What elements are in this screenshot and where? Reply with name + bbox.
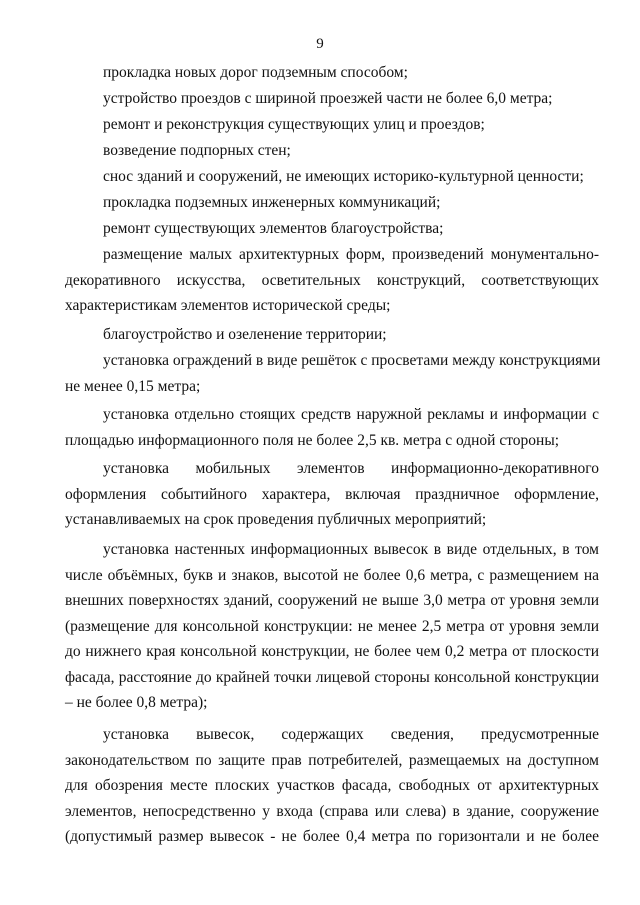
paragraph-line: фасада, расстояние до крайней точки лицевой стороны консольной конструкции [65,668,599,686]
list-item: благоустройство и озеленение территории; [103,326,387,343]
paragraph-line: установка мобильных элементов информационно-декоративного [103,460,599,477]
paragraph-ograzhd [65,348,599,399]
paragraph-vyvesok [65,722,599,850]
paragraph-line: законодательством по защите прав потребителей, размещаемых на доступном [65,751,599,769]
paragraph-line: не менее 0,15 метра; [65,377,201,395]
paragraph-line: внешних поверхностях зданий, сооружений не выше 3,0 метра от уровня земли [65,592,599,609]
paragraph-line: до нижнего края консольной конструкции, не более чем 0,2 метра от плоскости [65,643,599,660]
paragraph-line: (размещение для консольной конструкции: не менее 2,5 метра от уровня земли [65,617,599,635]
paragraph-nasten [65,537,599,716]
paragraph-maf [65,242,599,319]
list-item: прокладка подземных инженерных коммуникаций; [103,194,441,211]
paragraph-line: для обозрения месте плоских участков фасада, свободных от архитектурных [65,777,599,794]
list-item: ремонт существующих элементов благоустройства; [103,220,444,237]
paragraph-line: элементов, непосредственно у входа (справа или слева) в здание, сооружение [65,802,599,820]
paragraph-mobil [65,456,599,533]
list-item: ремонт и реконструкция существующих улиц и проездов; [103,116,485,133]
paragraph-line: – не более 0,8 метра); [65,694,208,711]
paragraph-line: установка вывесок, содержащих сведения, предусмотренные [103,726,599,743]
page-number: 9 [316,36,324,52]
paragraph-line: площадью информационного поля не более 2,5 кв. метра с одной стороны; [65,431,560,449]
paragraph-line: характеристикам элементов исторической среды; [65,297,391,314]
list-item: снос зданий и сооружений, не имеющих историко-культурной ценности; [103,168,584,185]
list-item: прокладка новых дорог подземным способом; [103,64,408,81]
list-item: устройство проездов с шириной проезжей части не более 6,0 метра; [103,90,553,107]
paragraph-line: (допустимый размер вывесок - не более 0,4 метра по горизонтали и не более [65,828,599,845]
paragraph-line: установка отдельно стоящих средств наружной рекламы и информации с [103,406,599,423]
list-item: возведение подпорных стен; [103,142,291,159]
paragraph-line: размещение малых архитектурных форм, произведений монументально- [103,246,599,263]
paragraph-line: устанавливаемых на срок проведения публичных мероприятий; [65,511,487,528]
paragraph-reklama [65,402,599,453]
paragraph-line: установка настенных информационных вывесок в виде отдельных, в том [103,541,599,558]
paragraph-line: декоративного искусства, осветительных конструкций, соответствующих [65,271,599,289]
paragraph-line: установка ограждений в виде решёток с просветами между конструкциями [103,352,601,369]
paragraph-line: числе объёмных, букв и знаков, высотой не более 0,6 метра, с размещением на [65,566,599,584]
paragraph-line: оформления событийного характера, включая праздничное оформление, [65,485,599,503]
